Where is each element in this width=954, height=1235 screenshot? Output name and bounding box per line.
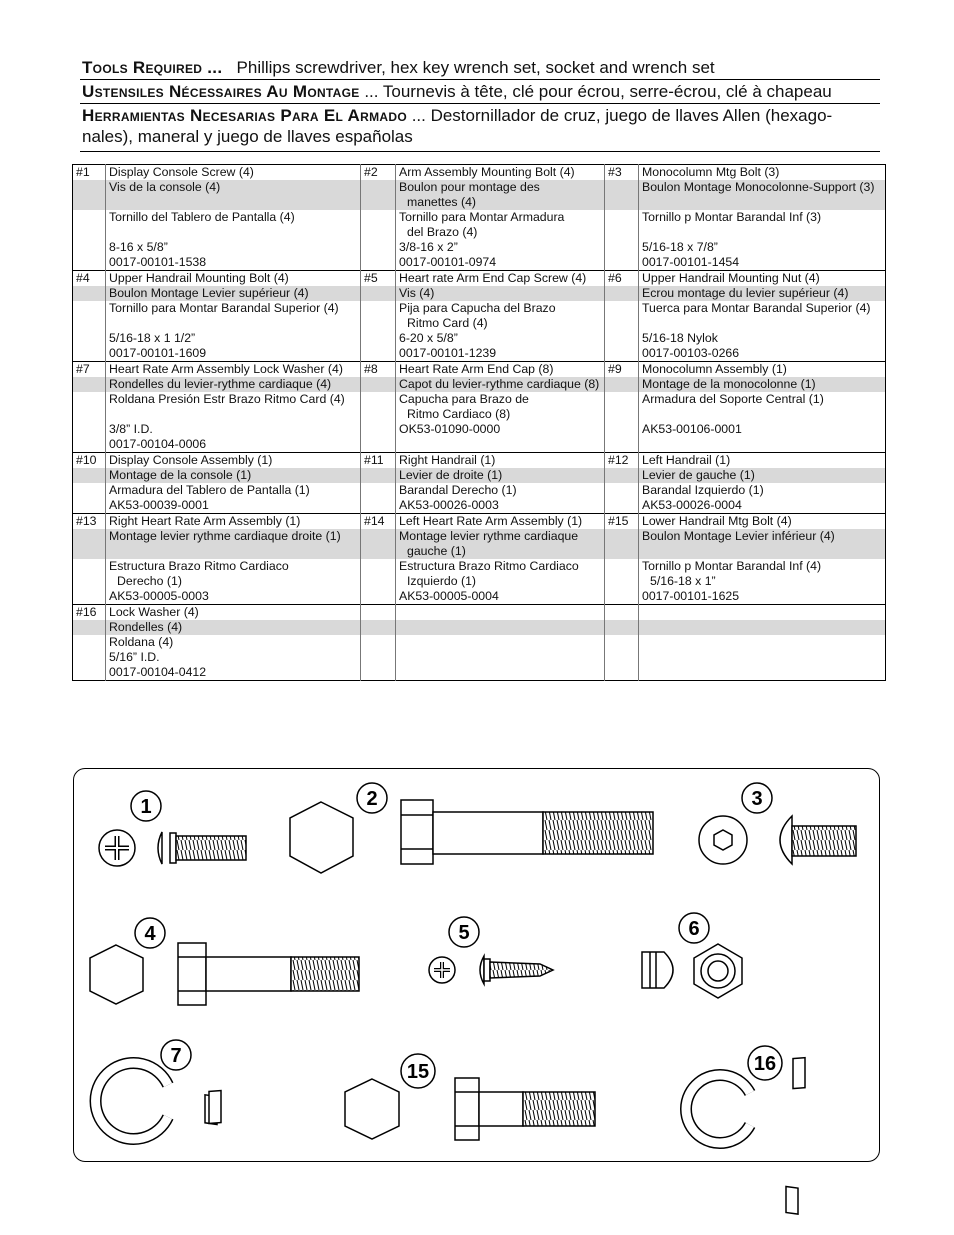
callout-6 (679, 913, 709, 943)
part-number: #5 (361, 271, 396, 287)
part-number: #16 (73, 605, 106, 621)
callout-label: 2 (366, 788, 378, 810)
part-description: Monocolumn Assembly (1) (639, 362, 886, 378)
part-description: 5/16” I.D. (106, 650, 361, 665)
callout-16 (748, 1046, 782, 1080)
callout-label: 4 (144, 923, 156, 945)
part-description: Lock Washer (4) (106, 605, 361, 621)
part-description: 0017-00101-1609 (106, 346, 361, 362)
callout-1 (131, 791, 161, 821)
part-description: Heart rate Arm End Cap Screw (4) (396, 271, 605, 287)
part-description: Tornillo p Montar Barandal Inf (3) (639, 210, 886, 225)
part-description: gauche (1) (396, 544, 605, 559)
part-description: 5/16-18 x 1” (639, 574, 886, 589)
arm-mounting-bolt-icon (290, 800, 653, 873)
part-description: 0017-00101-1625 (639, 589, 886, 605)
part-description: Monocolumn Mtg Bolt (3) (639, 165, 886, 181)
part-description: Montage de la monocolonne (1) (639, 377, 886, 392)
part-number: #10 (73, 453, 106, 469)
part-number: #7 (73, 362, 106, 378)
part-description: Capot du levier-rythme cardiaque (8) (396, 377, 605, 392)
part-description: Ritmo Cardiaco (8) (396, 407, 605, 422)
part-number: #12 (605, 453, 639, 469)
part-number: #2 (361, 165, 396, 181)
part-description: Montage de la console (1) (106, 468, 361, 483)
part-description: Estructura Brazo Ritmo Cardiaco (106, 559, 361, 574)
callout-label: 3 (751, 788, 763, 810)
part-description: Vis (4) (396, 286, 605, 301)
part-description: Vis de la console (4) (106, 180, 361, 195)
callout-3 (742, 783, 772, 813)
part-description: 3/8-16 x 2” (396, 240, 605, 255)
console-screw-icon (99, 830, 246, 866)
part-description: AK53-00039-0001 (106, 498, 361, 514)
part-description: Montage levier rythme cardiaque (396, 529, 605, 544)
tools-heading-spanish: Herramientas Necesarias Para El Armado (82, 106, 407, 125)
part-description: Right Handrail (1) (396, 453, 605, 469)
part-description: Upper Handrail Mounting Bolt (4) (106, 271, 361, 287)
callout-2 (357, 783, 387, 813)
part-number: #9 (605, 362, 639, 378)
part-description: AK53-00026-0003 (396, 498, 605, 514)
callout-label: 6 (688, 918, 700, 940)
part-description: Heart Rate Arm Assembly Lock Washer (4) (106, 362, 361, 378)
part-description: Heart Rate Arm End Cap (8) (396, 362, 605, 378)
part-description: Roldana (4) (106, 635, 361, 650)
part-description: Armadura del Tablero de Pantalla (1) (106, 483, 361, 498)
part-description: Display Console Assembly (1) (106, 453, 361, 469)
part-description: 5/16-18 x 7/8” (639, 240, 886, 255)
part-description: AK53-00106-0001 (639, 422, 886, 437)
part-description: Left Handrail (1) (639, 453, 886, 469)
part-description: del Brazo (4) (396, 225, 605, 240)
part-description: 0017-00101-1239 (396, 346, 605, 362)
part-description: Levier de gauche (1) (639, 468, 886, 483)
part-description: Pija para Capucha del Brazo (396, 301, 605, 316)
part-description: Left Heart Rate Arm Assembly (1) (396, 514, 605, 530)
tools-text-french: ... Tournevis à tête, clé pour écrou, serre-écrou, clé à chapeau (364, 82, 832, 101)
callout-4 (135, 918, 165, 948)
part-number: #3 (605, 165, 639, 181)
part-description: 6-20 x 5/8” (396, 331, 605, 346)
part-number: #15 (605, 514, 639, 530)
part-description: Armadura del Soporte Central (1) (639, 392, 886, 407)
part-description: AK53-00005-0003 (106, 589, 361, 605)
part-description: Tornillo del Tablero de Pantalla (4) (106, 210, 361, 225)
part-description: 5/16-18 Nylok (639, 331, 886, 346)
part-description: Capucha para Brazo de (396, 392, 605, 407)
tools-text-spanish-cont: nales), maneral y juego de llaves españolas (82, 127, 413, 146)
lock-washer-icon (96, 1063, 221, 1139)
part-description: 0017-00104-0006 (106, 437, 361, 453)
part-description: Boulon Montage Levier supérieur (4) (106, 286, 361, 301)
part-description: AK53-00005-0004 (396, 589, 605, 605)
end-cap-screw-icon (429, 956, 553, 984)
part-description: Boulon pour montage des (396, 180, 605, 195)
part-description: Barandal Derecho (1) (396, 483, 605, 498)
part-description: 0017-00101-1454 (639, 255, 886, 271)
part-description: Barandal Izquierdo (1) (639, 483, 886, 498)
callout-label: 5 (458, 922, 470, 944)
part-description: Tornillo para Montar Armadura (396, 210, 605, 225)
part-description: AK53-00026-0004 (639, 498, 886, 514)
monocolumn-bolt-icon (699, 816, 856, 864)
tools-heading-english: Tools Required ... (82, 58, 223, 77)
small-lock-washer-icon (686, 1058, 805, 1214)
part-number: #8 (361, 362, 396, 378)
part-description: Boulon Montage Levier inférieur (4) (639, 529, 886, 544)
part-description: Right Heart Rate Arm Assembly (1) (106, 514, 361, 530)
callout-5 (449, 917, 479, 947)
part-description: Levier de droite (1) (396, 468, 605, 483)
part-number: #6 (605, 271, 639, 287)
lower-handrail-bolt-icon (345, 1078, 595, 1140)
part-description: 0017-00101-0974 (396, 255, 605, 271)
part-description: Rondelles du levier-rythme cardiaque (4) (106, 377, 361, 392)
part-description: Lower Handrail Mtg Bolt (4) (639, 514, 886, 530)
part-description: Boulon Montage Monocolonne-Support (3) (639, 180, 886, 195)
part-number: #4 (73, 271, 106, 287)
part-description: manettes (4) (396, 195, 605, 210)
callout-label: 7 (170, 1045, 182, 1067)
part-description: Ecrou montage du levier supérieur (4) (639, 286, 886, 301)
part-description: Tornillo p Montar Barandal Inf (4) (639, 559, 886, 574)
part-description: Ritmo Card (4) (396, 316, 605, 331)
part-description: Rondelles (4) (106, 620, 361, 635)
part-description: Tornillo para Montar Barandal Superior (4) (106, 301, 361, 316)
part-description: Roldana Presión Estr Brazo Ritmo Card (4) (106, 392, 361, 407)
part-description: Upper Handrail Mounting Nut (4) (639, 271, 886, 287)
part-number: #1 (76, 165, 90, 179)
callout-7 (161, 1040, 191, 1070)
part-description: Arm Assembly Mounting Bolt (4) (396, 165, 605, 181)
part-number: #14 (361, 514, 396, 530)
callout-label: 16 (753, 1053, 777, 1075)
part-description: Display Console Screw (4) (106, 165, 361, 181)
tools-text-spanish: ... Destornillador de cruz, juego de llaves Allen (hexago- (411, 106, 833, 125)
part-description: Estructura Brazo Ritmo Cardiaco (396, 559, 605, 574)
handrail-nut-icon (642, 944, 742, 998)
part-description: 0017-00103-0266 (639, 346, 886, 362)
part-description: Tuerca para Montar Barandal Superior (4) (639, 301, 886, 316)
part-description: Derecho (1) (106, 574, 361, 589)
callout-label: 1 (140, 796, 152, 818)
part-description: 0017-00104-0412 (106, 665, 361, 681)
tools-text-english: Phillips screwdriver, hex key wrench set, socket and wrench set (236, 58, 715, 77)
part-number: #11 (361, 453, 396, 469)
part-description: Izquierdo (1) (396, 574, 605, 589)
part-description: 3/8” I.D. (106, 422, 361, 437)
callout-15 (401, 1054, 435, 1088)
upper-handrail-bolt-icon (90, 943, 359, 1005)
callout-label: 15 (406, 1061, 430, 1083)
part-description: 0017-00101-1538 (106, 255, 361, 271)
part-description: OK53-01090-0000 (396, 422, 605, 437)
part-description: 5/16-18 x 1 1/2” (106, 331, 361, 346)
tools-heading-french: Ustensiles Nécessaires Au Montage (82, 82, 360, 101)
part-description: Montage levier rythme cardiaque droite (1) (106, 529, 361, 544)
part-description: 8-16 x 5/8” (106, 240, 361, 255)
part-number: #13 (73, 514, 106, 530)
